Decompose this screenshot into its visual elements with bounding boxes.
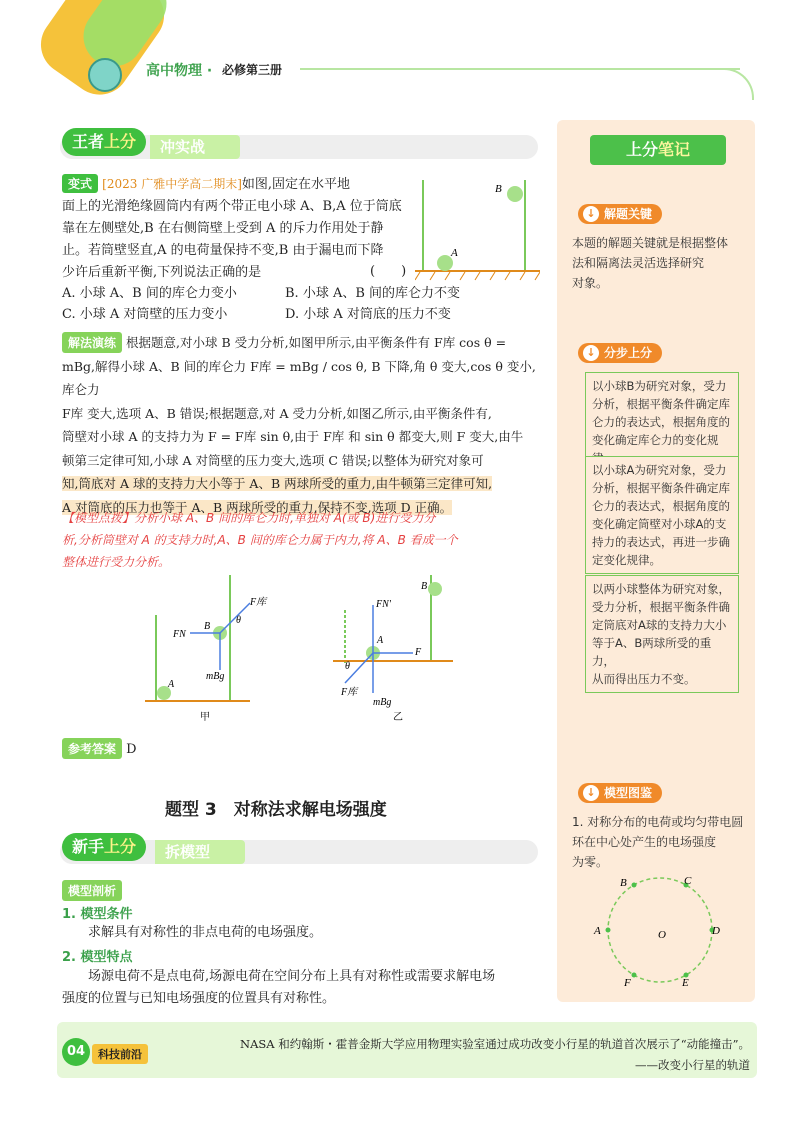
step-box-2: 以小球A为研究对象，受力 分析，根据平衡条件确定库 仑力的表达式，根据角度的 变化确定筒壁对小球A的支 持力的表达式，再进一步确 定变化规律。 — [585, 456, 739, 574]
step-box-3: 以两小球整体为研究对象， 受力分析，根据平衡条件确 定筒底对A球的支持力大小 等于A、B两球所受的重力， 从而得出压力不变。 — [585, 575, 739, 693]
model-note: 【模型点拨】分析小球 A、B 间的库仑力时,单独对 A(或 B)进行受力分 析,分析筒壁对 A 的支持力时,A、B 间的库仑力属于内力,将 A、B 看成一个 整体进行受力分析。 — [62, 511, 458, 569]
footer-source: ——改变小行星的轨道 — [635, 1058, 750, 1072]
label-b: B — [495, 183, 502, 195]
svg-text:E: E — [682, 977, 689, 989]
model-analysis: 模型剖析 — [62, 880, 122, 901]
svg-text:F: F — [624, 977, 631, 989]
svg-text:F库: F库 — [250, 597, 267, 608]
svg-text:F库: F库 — [341, 687, 358, 698]
step-box-1: 以小球B为研究对象，受力 分析，根据平衡条件确定库 仑力的表达式，根据角度的 变化确定库仑力的变化规 — [585, 372, 739, 472]
svg-text:C: C — [684, 875, 692, 887]
svg-text:A: A — [594, 925, 601, 937]
svg-text:mBg: mBg — [206, 671, 225, 682]
notes-header: 上分笔记 — [590, 135, 726, 165]
svg-text:mBg: mBg — [373, 697, 392, 708]
section-subtitle: 冲实战 — [150, 135, 240, 159]
tag-model-gallery: ↓ 模型图鉴 — [578, 783, 662, 803]
heading-conditions: 1. 模型条件 — [62, 907, 133, 922]
option-a: A. 小球 A、B 间的库仑力变小 — [62, 286, 237, 301]
svg-text:F: F — [415, 647, 422, 658]
svg-text:B: B — [421, 581, 428, 592]
svg-text:B: B — [620, 877, 627, 889]
option-b: B. 小球 A、B 间的库仑力不变 — [285, 286, 461, 301]
svg-text:FN: FN — [173, 629, 186, 640]
svg-text:B: B — [204, 621, 211, 632]
section2-tag: 新手上分 — [62, 833, 146, 861]
figure-jia — [140, 575, 290, 725]
section-tag: 王者上分 — [62, 128, 146, 156]
solution-chip: 解法演练 — [62, 332, 122, 353]
svg-text:θ: θ — [345, 661, 350, 672]
planet-icon — [88, 58, 122, 92]
answer-chip: 参考答案 — [62, 738, 122, 759]
problem-text: 变式 [2023 广雅中学高二期末]如图,固定在水平地 面上的光滑绝缘圆筒内有两个带正电小球 A、B,A 位于筒底 靠在左侧壁处,B 在右侧筒壁上受到 A 的斥力作用处于静 止。若筒壁竖直,A 的电荷量保持不变,B 由于漏电而下降 少许后重新平衡,下列说法正确的是 — [62, 173, 402, 284]
svg-text:甲: 甲 — [200, 712, 210, 723]
page-number: 04 — [62, 1038, 90, 1066]
ball-b — [507, 186, 523, 202]
svg-text:θ: θ — [236, 615, 241, 626]
features-text-2: 强度的位置与已知电场强度的位置具有对称性。 — [62, 991, 336, 1006]
source-label: [2023 广雅中学高二期末] — [102, 177, 242, 191]
heading-features: 2. 模型特点 — [62, 950, 133, 965]
reference-answer — [62, 738, 137, 759]
figure-yi — [333, 575, 463, 725]
svg-text:O: O — [658, 929, 666, 941]
book-title: 必修第三册 — [222, 63, 283, 77]
svg-text:乙: 乙 — [393, 712, 403, 723]
symmetric-circle-figure — [590, 870, 730, 990]
footer-text: NASA 和约翰斯・霍普金斯大学应用物理实验室通过成功改变小行星的轨道首次展示了“动能撞击”。 — [240, 1037, 750, 1051]
subject-title: 高中物理 · — [146, 63, 213, 79]
section2-subtitle: 拆模型 — [155, 840, 245, 864]
model-gallery-text: 1. 对称分布的电荷或均匀带电圆 环在中心处产生的电场强度 为零。 — [572, 815, 744, 869]
solution-text: 解法演练 根据题意,对小球 B 受力分析,如图甲所示,由平衡条件有 F库 cos θ = mBg,解得小球 A、B 间的库仑力 F库 = mBg / cos θ, B 下降,角 θ 变大,cos θ 变小,库仑力 F库 变大,选项 A、B 错误;根据题意,对 A 受力分析,如图乙所示,由平衡条件有, 筒壁对小球 A 的支持力为 F = F库 sin θ,由于 F库 和 sin θ 都变大,则 F 变大,由牛 顿第三定律可知,小球 A 对筒壁的压力变大,选项 C 错误;以整体为研究对象可 知,筒底对 A 球的支持力大小等于 A、B 两球所受的重力,由牛顿第三定律可知, A 对筒底的压力也等于 A、B 两球所受的重力,保持不变,选项 D 正确。 — [62, 331, 540, 519]
header-divider-curve — [700, 68, 754, 100]
tag-steps: ↓ 分步上分 — [578, 343, 662, 363]
svg-text:D: D — [712, 925, 720, 937]
features-text-1: 场源电荷不是点电荷,场源电荷在空间分布上具有对称性或需要求解电场 — [88, 969, 496, 984]
svg-text:FN': FN' — [376, 599, 391, 610]
answer-paren: ( ) — [370, 264, 407, 279]
answer-value: D — [126, 742, 137, 757]
key-point-text: 本题的解题关键就是根据整体 法和隔离法灵活选择研究 对象。 — [572, 236, 729, 290]
cylinder-figure — [415, 170, 540, 282]
label-a: A — [451, 247, 458, 259]
variant-chip: 变式 — [62, 174, 98, 193]
conditions-text: 求解具有对称性的非点电荷的电场强度。 — [88, 925, 323, 940]
tag-key-point: ↓ 解题关键 — [578, 204, 662, 224]
section2-title: 题型 3 对称法求解电场强度 — [165, 800, 387, 820]
svg-text:A: A — [377, 635, 384, 646]
option-d: D. 小球 A 对筒底的压力不变 — [285, 307, 451, 322]
option-c: C. 小球 A 对筒壁的压力变小 — [62, 307, 228, 322]
header-divider — [300, 68, 740, 70]
svg-text:A: A — [168, 679, 175, 690]
column-label: 科技前沿 — [92, 1044, 148, 1064]
